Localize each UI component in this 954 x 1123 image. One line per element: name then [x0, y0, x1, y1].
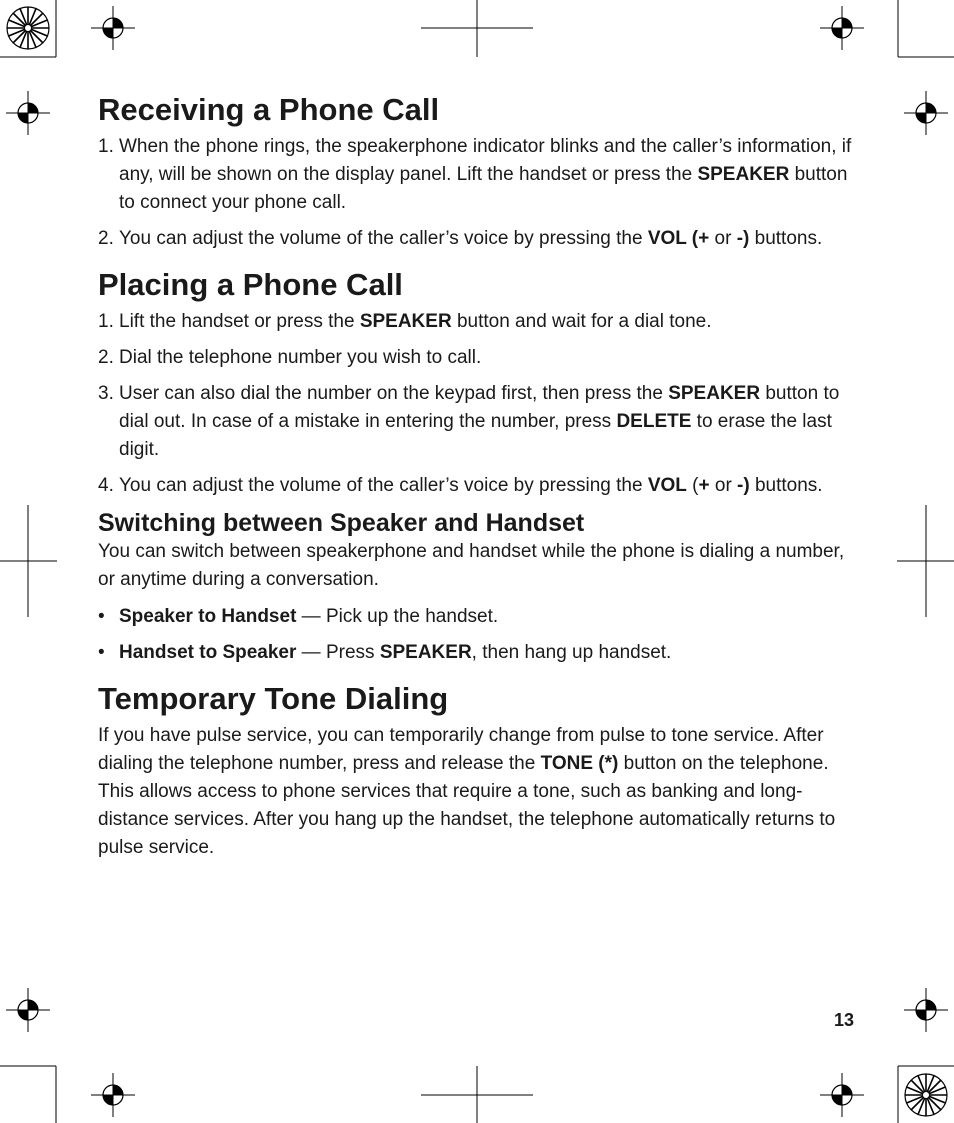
registration-mark-icon	[904, 91, 948, 135]
step-text: button to connect your phone call.	[119, 164, 848, 213]
bullet-term: Speaker to Handset	[119, 606, 297, 627]
key-label: VOL	[647, 475, 687, 496]
list-item	[98, 133, 858, 217]
step-number: 2.	[98, 347, 114, 368]
registration-mark-icon	[820, 6, 864, 50]
step-text: (	[686, 475, 699, 496]
registration-mark-icon	[904, 988, 948, 1032]
list-item	[98, 472, 858, 500]
step-text: or	[709, 228, 737, 249]
page-number: 13	[834, 1010, 855, 1030]
placing-steps	[98, 308, 858, 500]
step-text: When the phone rings, the speakerphone indicator blinks and the caller’s information, if any, will be shown on the display panel. Lift the handset or press the	[119, 136, 852, 185]
list-item	[98, 603, 858, 631]
paragraph-text: If you have pulse service, you can temporarily change from pulse to tone service. After dialing the telephone number, press and release the	[98, 725, 824, 774]
key-label: -)	[737, 475, 750, 496]
list-item	[98, 639, 858, 667]
step-text: to erase the last digit.	[119, 411, 832, 460]
step-number: 1.	[98, 311, 114, 332]
bullet: •	[98, 642, 105, 663]
step-text: You can adjust the volume of the caller’s voice by pressing the	[119, 475, 648, 496]
heading-tone-dialing: Temporary Tone Dialing	[98, 681, 449, 716]
key-label: TONE (*)	[540, 753, 619, 774]
bullet: •	[98, 606, 105, 627]
list-item	[98, 225, 858, 253]
key-label: -)	[736, 228, 750, 249]
bullet-text: — Pick up the handset.	[296, 606, 499, 627]
step-text: buttons.	[749, 228, 823, 249]
registration-mark-icon	[91, 6, 135, 50]
starburst-mark-icon	[905, 1074, 947, 1116]
switching-intro: You can switch between speakerphone and handset while the phone is dialing a number, or anytime during a conversation.	[98, 541, 845, 590]
step-text: You can adjust the volume of the caller’s voice by pressing the	[119, 228, 648, 249]
registration-mark-icon	[6, 988, 50, 1032]
registration-mark-icon	[91, 1073, 135, 1117]
heading-placing-call: Placing a Phone Call	[98, 267, 403, 302]
registration-mark-icon	[820, 1073, 864, 1117]
step-text: Lift the handset or press the	[119, 311, 360, 332]
list-item	[98, 380, 858, 464]
manual-page	[98, 90, 858, 862]
key-label: SPEAKER	[359, 311, 452, 332]
step-number: 2.	[98, 228, 114, 249]
step-text: button to dial out. In case of a mistake in entering the number, press	[119, 383, 840, 432]
step-text: or	[709, 475, 738, 496]
bullet-term: Handset to Speaker	[119, 642, 297, 663]
receiving-steps	[98, 133, 858, 253]
step-number: 4.	[98, 475, 114, 496]
key-label: SPEAKER	[379, 642, 472, 663]
switching-bullets	[98, 603, 858, 667]
key-label: SPEAKER	[697, 164, 790, 185]
key-label: DELETE	[616, 411, 692, 432]
key-label: VOL (+	[647, 228, 710, 249]
key-label: SPEAKER	[668, 383, 761, 404]
step-number: 3.	[98, 383, 114, 404]
step-number: 1.	[98, 136, 114, 157]
heading-receiving-call: Receiving a Phone Call	[98, 92, 440, 127]
tone-paragraph	[98, 722, 858, 862]
paragraph-text: button on the telephone. This allows access to phone services that require a tone, such as banking and long-distance services. After you hang up the handset, the telephone automatically returns to pulse service.	[98, 753, 836, 858]
registration-mark-icon	[6, 91, 50, 135]
starburst-mark-icon	[7, 7, 49, 49]
key-label: +	[698, 475, 710, 496]
step-text: button and wait for a dial tone.	[451, 311, 712, 332]
list-item	[98, 308, 858, 336]
step-text: User can also dial the number on the keypad first, then press the	[119, 383, 669, 404]
bullet-text: , then hang up handset.	[471, 642, 672, 663]
step-text: buttons.	[749, 475, 823, 496]
list-item	[98, 344, 858, 372]
step-text: Dial the telephone number you wish to call.	[119, 347, 482, 368]
bullet-text: — Press	[296, 642, 380, 663]
heading-switching: Switching between Speaker and Handset	[98, 509, 585, 537]
